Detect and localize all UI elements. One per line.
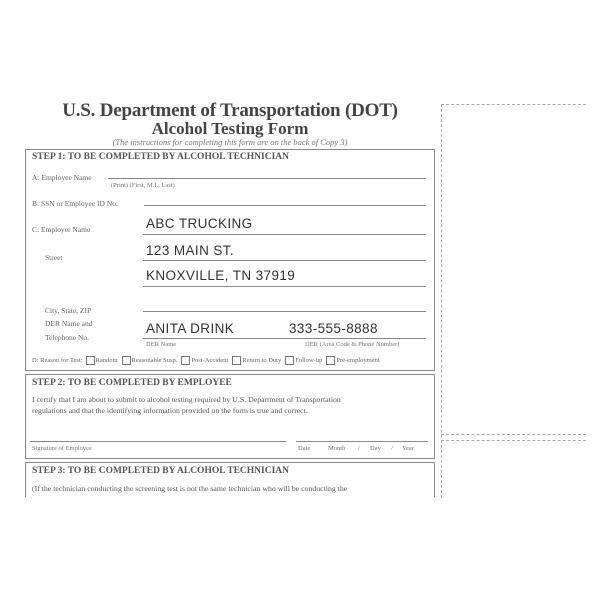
reason-post-accident-label: Post-Accident (191, 357, 229, 364)
day-caption: Day (370, 445, 381, 452)
reason-reasonable-suspicion-label: Reasonable Susp. (131, 357, 178, 364)
der-phone-value[interactable]: 333-555-8888 (289, 321, 378, 336)
perforation-vertical (441, 104, 442, 498)
year-caption: Year (402, 445, 414, 452)
step3-note-line1: (If the technician conducting the screening test is not the same technician who will be conducting the (32, 484, 348, 493)
checkbox-follow-up[interactable] (285, 356, 294, 365)
city-line-1 (143, 286, 426, 287)
reason-return-to-duty-label: Return to Duty (242, 357, 282, 364)
reason-for-test-row (32, 356, 384, 365)
step3-heading: STEP 3: TO BE COMPLETED BY ALCOHOL TECHNICIAN (32, 466, 290, 476)
date-separator-1: / (358, 445, 360, 452)
instructions-note: (The instructions for completing this form are on the back of Copy 3) (112, 137, 348, 147)
date-field[interactable] (296, 441, 428, 442)
employee-signature-field[interactable] (30, 441, 286, 442)
der-label-line1: DER Name and (45, 319, 93, 328)
form-title: U.S. Department of Transportation (DOT) (62, 100, 398, 121)
date-caption: Date (298, 445, 311, 452)
step1-heading: STEP 1: TO BE COMPLETED BY ALCOHOL TECHNICIAN (32, 152, 290, 162)
checkbox-reasonable-suspicion[interactable] (122, 356, 131, 365)
reason-follow-up-label: Follow-up (295, 357, 323, 364)
perforation-top (441, 104, 586, 105)
street-line (143, 260, 426, 261)
street-value[interactable]: 123 MAIN ST. (146, 243, 235, 258)
certification-text-line1: I certify that I am about to submit to alcohol testing required by U.S. Department of Transportation (32, 395, 341, 404)
reason-reasonable-suspicion[interactable] (122, 356, 178, 365)
checkbox-return-to-duty[interactable] (232, 356, 241, 365)
reason-follow-up[interactable] (285, 356, 322, 365)
page-bottom-mask (0, 497, 600, 600)
reason-random[interactable] (86, 356, 118, 365)
reason-pre-employment-label: Pre-employment (336, 357, 380, 364)
certification-text-line2: regulations and that the identifying information provided on the form is true and correct. (32, 406, 308, 415)
employer-name-value[interactable]: ABC TRUCKING (146, 216, 253, 231)
signature-caption: Signature of Employee (32, 445, 92, 452)
employee-name-sublabel: (Print) (First, M.I., Last) (111, 182, 175, 189)
checkbox-random[interactable] (86, 356, 95, 365)
employee-name-field[interactable] (108, 178, 426, 179)
employee-name-label: A: Employee Name (32, 173, 92, 182)
employer-name-line (143, 234, 426, 235)
employer-name-label: C: Employer Name (32, 225, 91, 234)
perforation-middle-2 (441, 440, 586, 441)
date-separator-2: / (391, 445, 393, 452)
ssn-field[interactable] (144, 205, 426, 206)
reason-for-test-label: D: Reason for Test: (32, 357, 83, 364)
city-state-zip-line (143, 311, 426, 312)
reason-random-label: Random (95, 357, 118, 364)
reason-return-to-duty[interactable] (232, 356, 281, 365)
checkbox-post-accident[interactable] (181, 356, 190, 365)
ssn-label: B: SSN or Employee ID No. (32, 199, 118, 208)
reason-pre-employment[interactable] (326, 356, 379, 365)
form-subtitle: Alcohol Testing Form (151, 119, 309, 138)
perforation-middle-1 (441, 434, 586, 435)
city-state-zip-label: City, State, ZIP (45, 306, 92, 315)
der-name-caption: DER Name (146, 341, 177, 348)
city-value[interactable]: KNOXVILLE, TN 37919 (146, 268, 296, 283)
checkbox-pre-employment[interactable] (326, 356, 335, 365)
der-line (143, 338, 426, 339)
der-label-line2: Telephone No. (45, 333, 90, 342)
reason-post-accident[interactable] (181, 356, 228, 365)
month-caption: Month (328, 445, 346, 452)
der-name-value[interactable]: ANITA DRINK (146, 321, 235, 336)
street-label: Street (45, 253, 63, 262)
der-phone-caption: DER (Area Code & Phone Number) (305, 341, 400, 348)
step2-heading: STEP 2: TO BE COMPLETED BY EMPLOYEE (32, 378, 232, 388)
